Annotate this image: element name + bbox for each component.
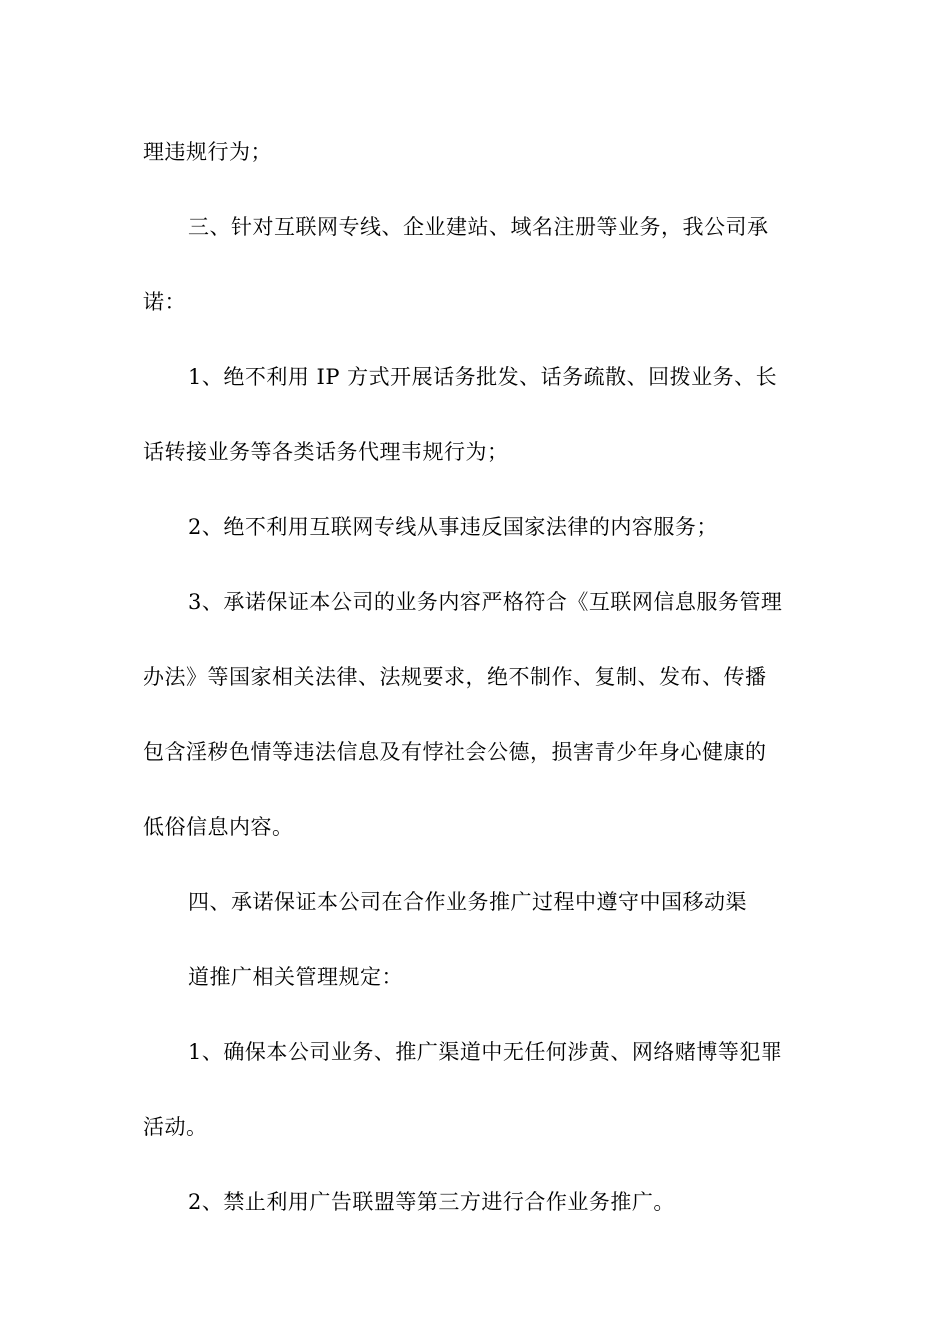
section-heading-3: 三、针对互联网专线、企业建站、域名注册等业务，我公司承 [188,215,769,239]
list-item-3: 3、承诺保证本公司的业务内容严格符合《互联网信息服务管理 [188,590,783,614]
list-item-2: 2、绝不利用互联网专线从事违反国家法律的内容服务； [188,515,718,539]
text-line: 道推广相关管理规定： [188,965,403,989]
text-line: 低俗信息内容。 [143,815,294,839]
section-heading-4: 四、承诺保证本公司在合作业务推广过程中遵守中国移动渠 [188,890,747,914]
text-line: 话转接业务等各类话务代理韦规行为； [143,440,509,464]
text-line: 包含淫秽色情等违法信息及有悖社会公德，损害青少年身心健康的 [143,740,767,764]
list-item-2: 2、禁止利用广告联盟等第三方进行合作业务推广。 [188,1190,675,1214]
text-line: 理违规行为； [143,140,272,164]
text-line: 活动。 [143,1115,208,1139]
list-item-1: 1、绝不利用 IP 方式开展话务批发、话务疏散、回拨业务、长 [188,365,778,389]
text-line: 诺： [143,290,186,314]
list-item-1: 1、确保本公司业务、推广渠道中无任何涉黄、网络赌博等犯罪 [188,1040,783,1064]
text-line: 办法》等国家相关法律、法规要求，绝不制作、复制、发布、传播 [143,665,767,689]
